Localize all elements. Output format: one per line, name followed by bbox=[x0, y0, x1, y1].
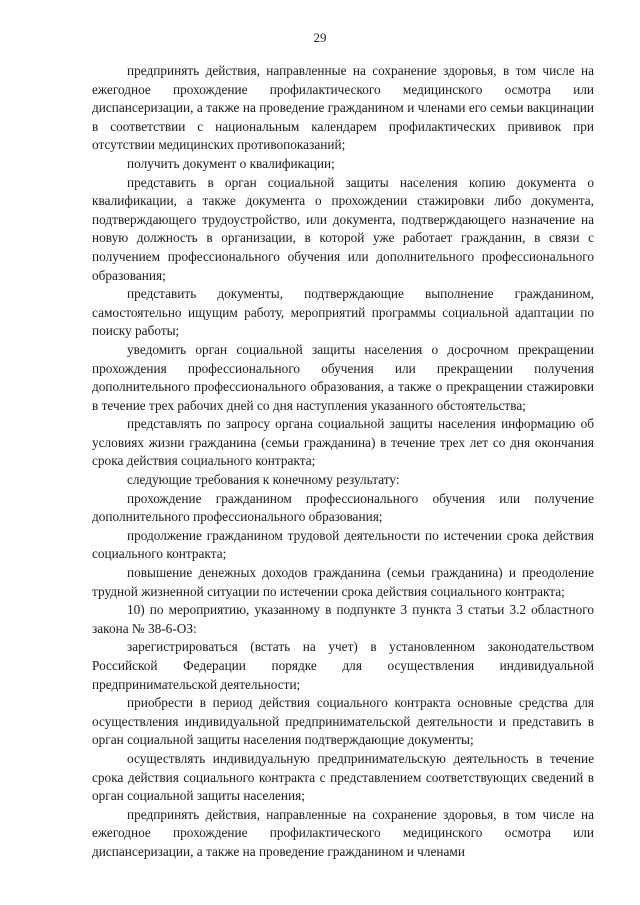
paragraph: получить документ о квалификации; bbox=[127, 155, 335, 171]
paragraph: представить в орган социальной защиты населения копию документа о квалификации, а также документа о прохождении стажировки либо документа, подтверждающего трудоустройство, или документа, подтверждающего назначение на новую должность в организации, в которой уже работает гражданин, в связи с получением профессионального обучения или дополнительного профессионального образования; bbox=[92, 174, 594, 283]
paragraph: следующие требования к конечному результату: bbox=[127, 472, 400, 488]
paragraph: приобрести в период действия социального контракта основные средства для осуществления индивидуальной предпринимательской деятельности и представить в орган социальной защиты населения подтверждающие документы; bbox=[92, 695, 594, 748]
paragraph: повышение денежных доходов гражданина (семьи гражданина) и преодоление трудной жизненной ситуации по истечении срока действия социального контракта; bbox=[92, 565, 594, 599]
paragraph: представить документы, подтверждающие выполнение гражданином, самостоятельно ищущим работу, мероприятий программы социальной адаптации по поиску работы; bbox=[92, 286, 594, 339]
paragraph: 10) по мероприятию, указанному в подпункте 3 пункта 3 статьи 3.2 областного закона № 38-6-ОЗ: bbox=[92, 602, 594, 636]
paragraph: представлять по запросу органа социальной защиты населения информацию об условиях жизни гражданина (семьи гражданина) в течение трех лет со дня окончания срока действия социального контракта; bbox=[92, 416, 594, 469]
paragraph: предпринять действия, направленные на сохранение здоровья, в том числе на ежегодное прохождение профилактического медицинского осмотра или диспансеризации, а также на проведение гражданином и членами bbox=[92, 806, 594, 859]
paragraph: уведомить орган социальной защиты населения о досрочном прекращении прохождения профессионального обучения или прекращении получения дополнительного профессионального образования, а также о прекращении стажировки в течение трех рабочих дней со дня наступления указанного обстоятельства; bbox=[92, 341, 594, 413]
paragraph: осуществлять индивидуальную предпринимательскую деятельность в течение срока действия социального контракта с представлением соответствующих сведений в орган социальной защиты населения; bbox=[92, 750, 594, 804]
paragraph: продолжение гражданином трудовой деятельности по истечении срока действия социального контракта; bbox=[92, 527, 594, 562]
page-number: 29 bbox=[313, 30, 327, 45]
paragraph: прохождение гражданином профессионального обучения или получение дополнительного профессионального образования; bbox=[92, 490, 594, 525]
paragraph: предпринять действия, направленные на сохранение здоровья, в том числе на ежегодное прохождение профилактического медицинского осмотра или диспансеризации, а также на проведение гражданином и членами его семьи вакцинации в соответствии с национальным календарем профилактических прививок при отсутствии медицинских противопоказаний; bbox=[92, 63, 594, 153]
document-body bbox=[92, 62, 594, 862]
paragraph: зарегистрироваться (встать на учет) в установленном законодательством Российской Федерации порядке для осуществления индивидуальной предпринимательской деятельности; bbox=[92, 639, 594, 692]
